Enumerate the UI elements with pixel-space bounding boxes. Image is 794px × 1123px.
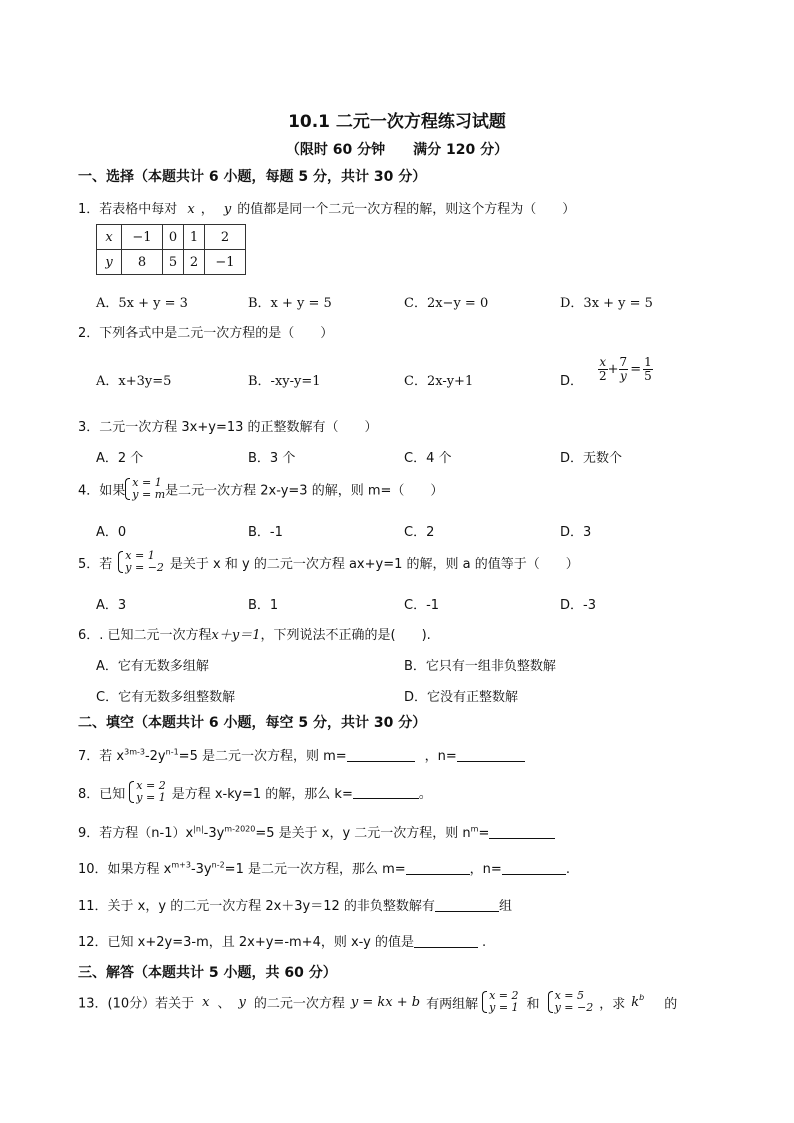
q1-option-d: D．3x + y = 5 — [560, 296, 653, 311]
question-7: 7．若 $x^{3m-3}-2y^{n-1}=5$ 是二元一次方程，则 m= ，n= — [78, 745, 525, 764]
section-heading-choice: 一、选择（本题共计 6 小题，每题 5 分，共计 30 分） — [78, 169, 427, 185]
answer-blank[interactable] — [414, 935, 478, 948]
values-table — [96, 224, 246, 275]
section-heading-fill: 二、填空（本题共计 6 小题，每空 5 分，共计 30 分） — [78, 715, 427, 731]
q5-option-b: B．1 — [248, 598, 279, 613]
question-5-stem: 5．若 x = 1 y = −2 是关于 x 和 y 的二元一次方程 ax+y=1 的解，则 a 的值等于（ ） — [78, 549, 579, 574]
question-4-stem: 4．如果 x = 1 y = m 是二元一次方程 2x-y=3 的解，则 m=（ ） — [78, 476, 444, 501]
table-cell: −1 — [205, 250, 246, 275]
table-cell: x — [97, 225, 122, 250]
q3-option-c: C．4 个 — [404, 451, 452, 466]
question-6-stem: 6．. 已知二元一次方程x＋y＝1，下列说法不正确的是( ). — [78, 628, 431, 643]
q2-option-d-equation: $\frac{x}{2}$ + $\frac{7}{y}$ = $\frac{1}{5}$ — [599, 355, 652, 383]
q3-option-b: B．3 个 — [248, 451, 296, 466]
q3-option-d: D．无数个 — [560, 451, 623, 466]
question-2-stem: 2．下列各式中是二元一次方程的是（ ） — [78, 326, 334, 341]
question-10: 10．如果方程 $x^{m+3}-3y^{n-2}=1$ 是二元一次方程，那么 m= ，n= . — [78, 860, 570, 877]
table-row — [97, 250, 246, 275]
q2-option-d: D． — [560, 374, 584, 389]
q1-option-b: B．x + y = 5 — [248, 296, 332, 311]
answer-blank[interactable] — [406, 862, 470, 875]
equation-system: x = 2 y = 1 — [129, 780, 165, 804]
equation-system: x = 1 y = −2 — [118, 550, 164, 574]
table-cell: 2 — [205, 225, 246, 250]
q1-option-a: A．5x + y = 3 — [96, 296, 188, 311]
table-cell: 1 — [184, 225, 205, 250]
q5-option-d: D．-3 — [560, 598, 596, 613]
q1-option-c: C．2x−y = 0 — [404, 296, 489, 311]
answer-blank[interactable] — [457, 749, 525, 762]
q5-option-c: C．-1 — [404, 598, 440, 613]
answer-blank[interactable] — [353, 786, 419, 799]
question-9: 9．若方程$(n-1)x^{|n|}-3y^{m-2020}=5$ 是关于 x，y 二元一次方程，则 $n^m=$ — [78, 822, 555, 841]
table-cell: 5 — [163, 250, 184, 275]
table-cell: −1 — [122, 225, 163, 250]
q4-option-d: D．3 — [560, 525, 592, 540]
fraction: $\frac{1}{5}$ — [644, 355, 652, 383]
table-cell: y — [97, 250, 122, 275]
page-subtitle: （限时 60 分钟 满分 120 分） — [285, 142, 509, 158]
fraction: $\frac{7}{y}$ — [619, 355, 628, 383]
q2-option-b: B．-xy-y=1 — [248, 374, 321, 389]
equation-system: x = 5 y = −2 — [548, 990, 594, 1014]
answer-blank[interactable] — [489, 826, 555, 839]
q6-option-a: A．它有无数多组解 — [96, 659, 209, 674]
q6-option-d: D．它没有正整数解 — [404, 690, 519, 705]
question-8: 8．已知 x = 2 y = 1 是方程 x-ky=1 的解，那么 k= 。 — [78, 779, 432, 804]
section-heading-solve: 三、解答（本题共计 5 小题，共 60 分） — [78, 965, 337, 981]
answer-blank[interactable] — [502, 862, 566, 875]
q5-option-a: A．3 — [96, 598, 127, 613]
q2-option-c: C．2x-y+1 — [404, 374, 474, 389]
q6-option-c: C．它有无数多组整数解 — [96, 690, 236, 705]
page-title: 10.1 二元一次方程练习试题 — [288, 112, 506, 132]
question-13: 13．(10分）若关于 x 、 y 的二元一次方程 y = kx + b 有两组解 x = 2 y = 1 和 x = 5 y = −2 ，求 $k^b$ 的 — [78, 989, 678, 1014]
q4-option-b: B．-1 — [248, 525, 283, 540]
question-3-stem: 3．二元一次方程 3x+y=13 的正整数解有（ ） — [78, 420, 378, 435]
equation-system: x = 2 y = 1 — [482, 990, 518, 1014]
answer-blank[interactable] — [347, 749, 415, 762]
q2-option-a: A．x+3y=5 — [96, 374, 172, 389]
table-cell: 8 — [122, 250, 163, 275]
question-1-stem: 1．若表格中每对 x ， y 的值都是同一个二元一次方程的解，则这个方程为（ ） — [78, 202, 576, 217]
question-11: 11．关于 x，y 的二元一次方程 2x＋3y＝12 的非负整数解有 组 — [78, 899, 512, 914]
question-12: 12．已知 x+2y=3-m，且 2x+y=-m+4，则 x-y 的值是 . — [78, 935, 487, 950]
q3-option-a: A．2 个 — [96, 451, 144, 466]
answer-blank[interactable] — [435, 899, 499, 912]
table-row — [97, 225, 246, 250]
q4-option-c: C．2 — [404, 525, 435, 540]
q6-option-b: B．它只有一组非负整数解 — [404, 659, 556, 674]
q4-option-a: A．0 — [96, 525, 127, 540]
table-cell: 2 — [184, 250, 205, 275]
table-cell: 0 — [163, 225, 184, 250]
fraction: $\frac{x}{2}$ — [599, 355, 607, 383]
equation-system: x = 1 y = m — [125, 477, 165, 501]
